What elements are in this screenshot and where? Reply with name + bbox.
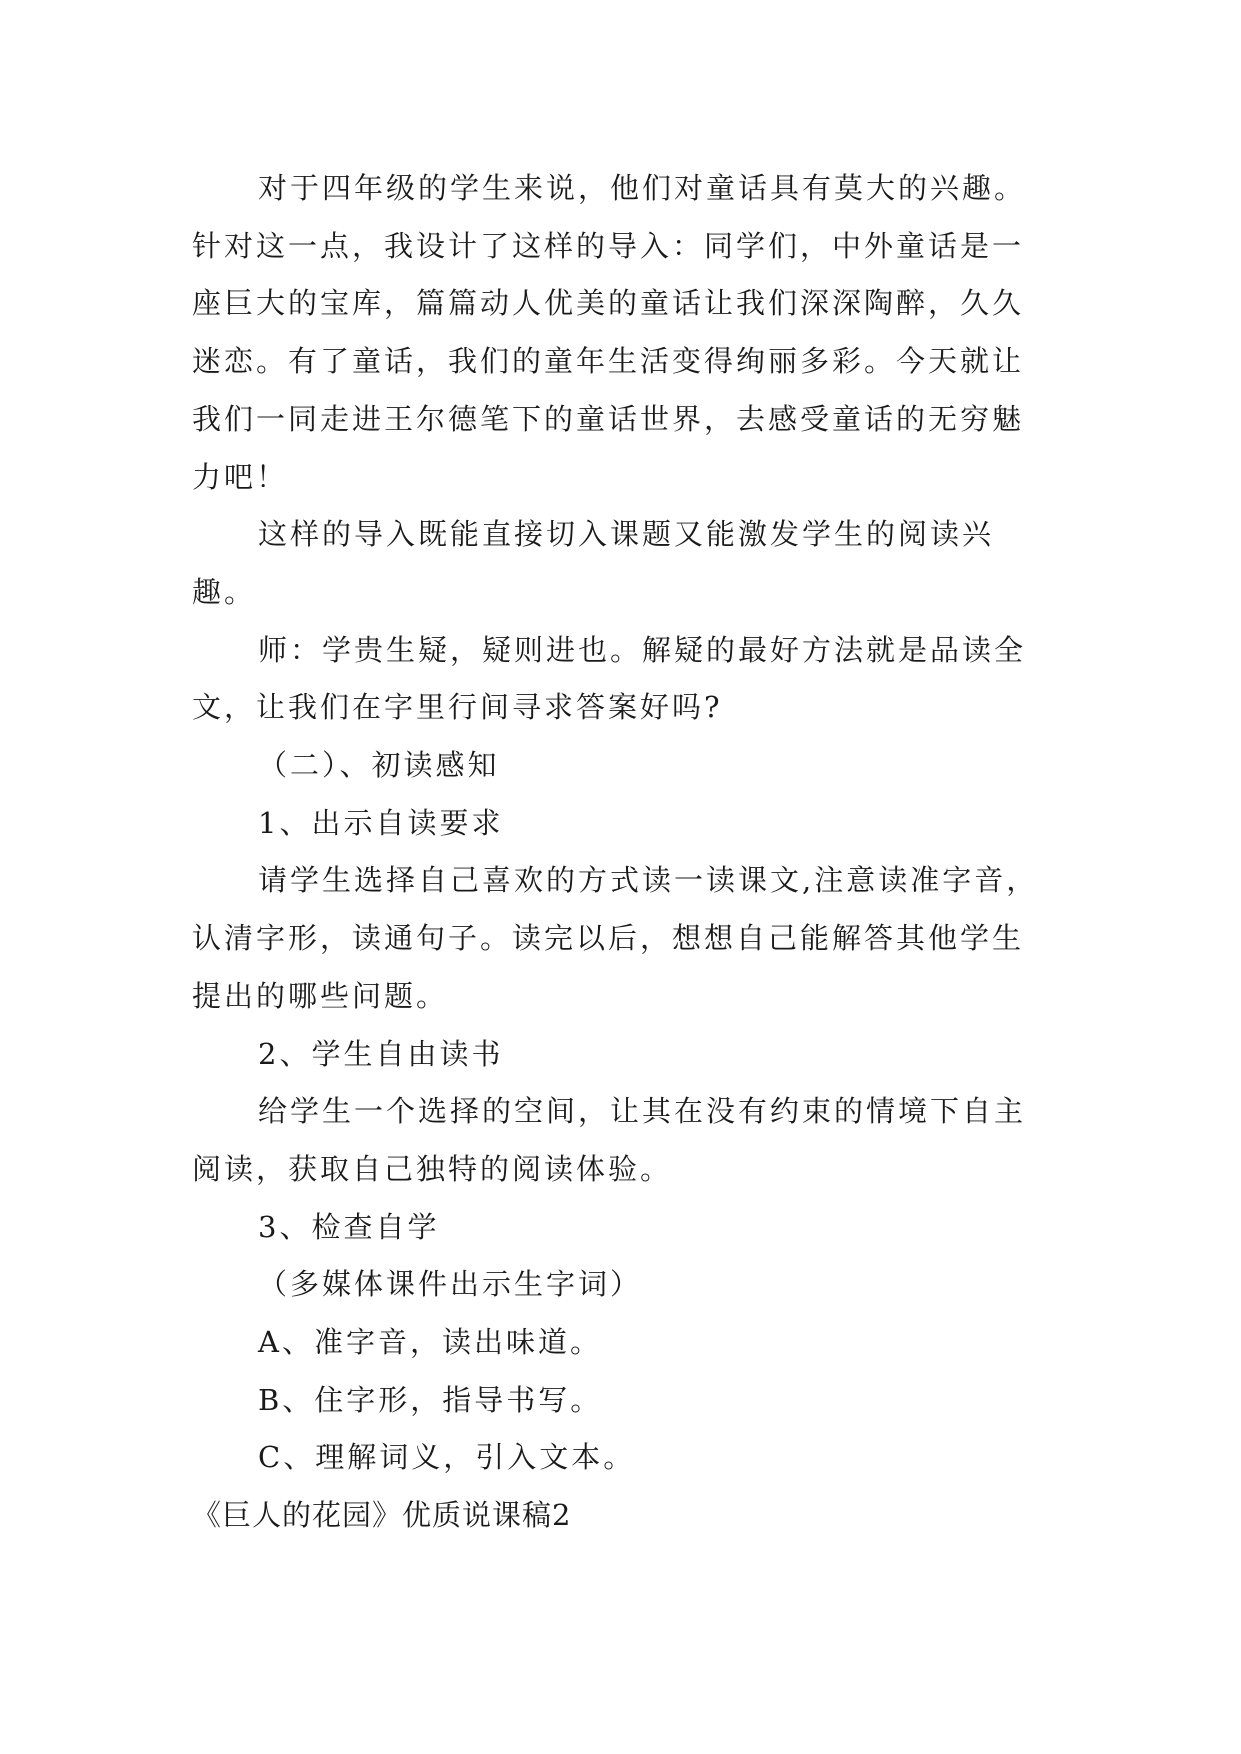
text-line: 力吧！ <box>192 459 289 494</box>
text-line: 对于四年级的学生来说，他们对童话具有莫大的兴趣。 <box>258 171 1027 205</box>
text-line: 请学生选择自己喜欢的方式读一读课文,注意读准字音， <box>258 863 1039 898</box>
text-line: 认清字形，读通句子。读完以后，想想自己能解答其他学生 <box>192 921 1025 956</box>
text-line: 趣。 <box>192 574 257 609</box>
text-line: （多媒体课件出示生字词） <box>258 1267 643 1302</box>
step-heading: 3、检查自学 <box>258 1209 440 1244</box>
text-line: 给学生一个选择的空间，让其在没有约束的情境下自主 <box>258 1094 1027 1129</box>
text-line: 迷恋。有了童话，我们的童年生活变得绚丽多彩。今天就让 <box>192 344 1025 379</box>
section-title: 《巨人的花园》优质说课稿2 <box>192 1498 572 1533</box>
list-item: C、理解词义，引入文本。 <box>258 1440 636 1475</box>
section-heading: （二）、初读感知 <box>258 748 500 783</box>
list-item: B、住字形，指导书写。 <box>258 1382 603 1417</box>
step-heading: 2、学生自由读书 <box>258 1036 504 1071</box>
text-line: 座巨大的宝库，篇篇动人优美的童话让我们深深陶醉，久久 <box>192 286 1025 321</box>
text-line: 阅读，获取自己独特的阅读体验。 <box>192 1151 673 1186</box>
text-line: 提出的哪些问题。 <box>192 978 449 1013</box>
step-heading: 1、出示自读要求 <box>258 805 504 840</box>
text-line: 针对这一点，我设计了这样的导入：同学们，中外童话是一 <box>192 228 1025 263</box>
text-line: 文，让我们在字里行间寻求答案好吗? <box>192 690 723 725</box>
text-line: 我们一同走进王尔德笔下的童话世界，去感受童话的无穷魅 <box>192 401 1025 436</box>
list-item: A、准字音，读出味道。 <box>258 1325 602 1360</box>
text-line: 师：学贵生疑，疑则进也。解疑的最好方法就是品读全 <box>258 632 1027 667</box>
text-line: 这样的导入既能直接切入课题又能激发学生的阅读兴 <box>258 517 995 552</box>
document-body <box>192 160 1062 1545</box>
